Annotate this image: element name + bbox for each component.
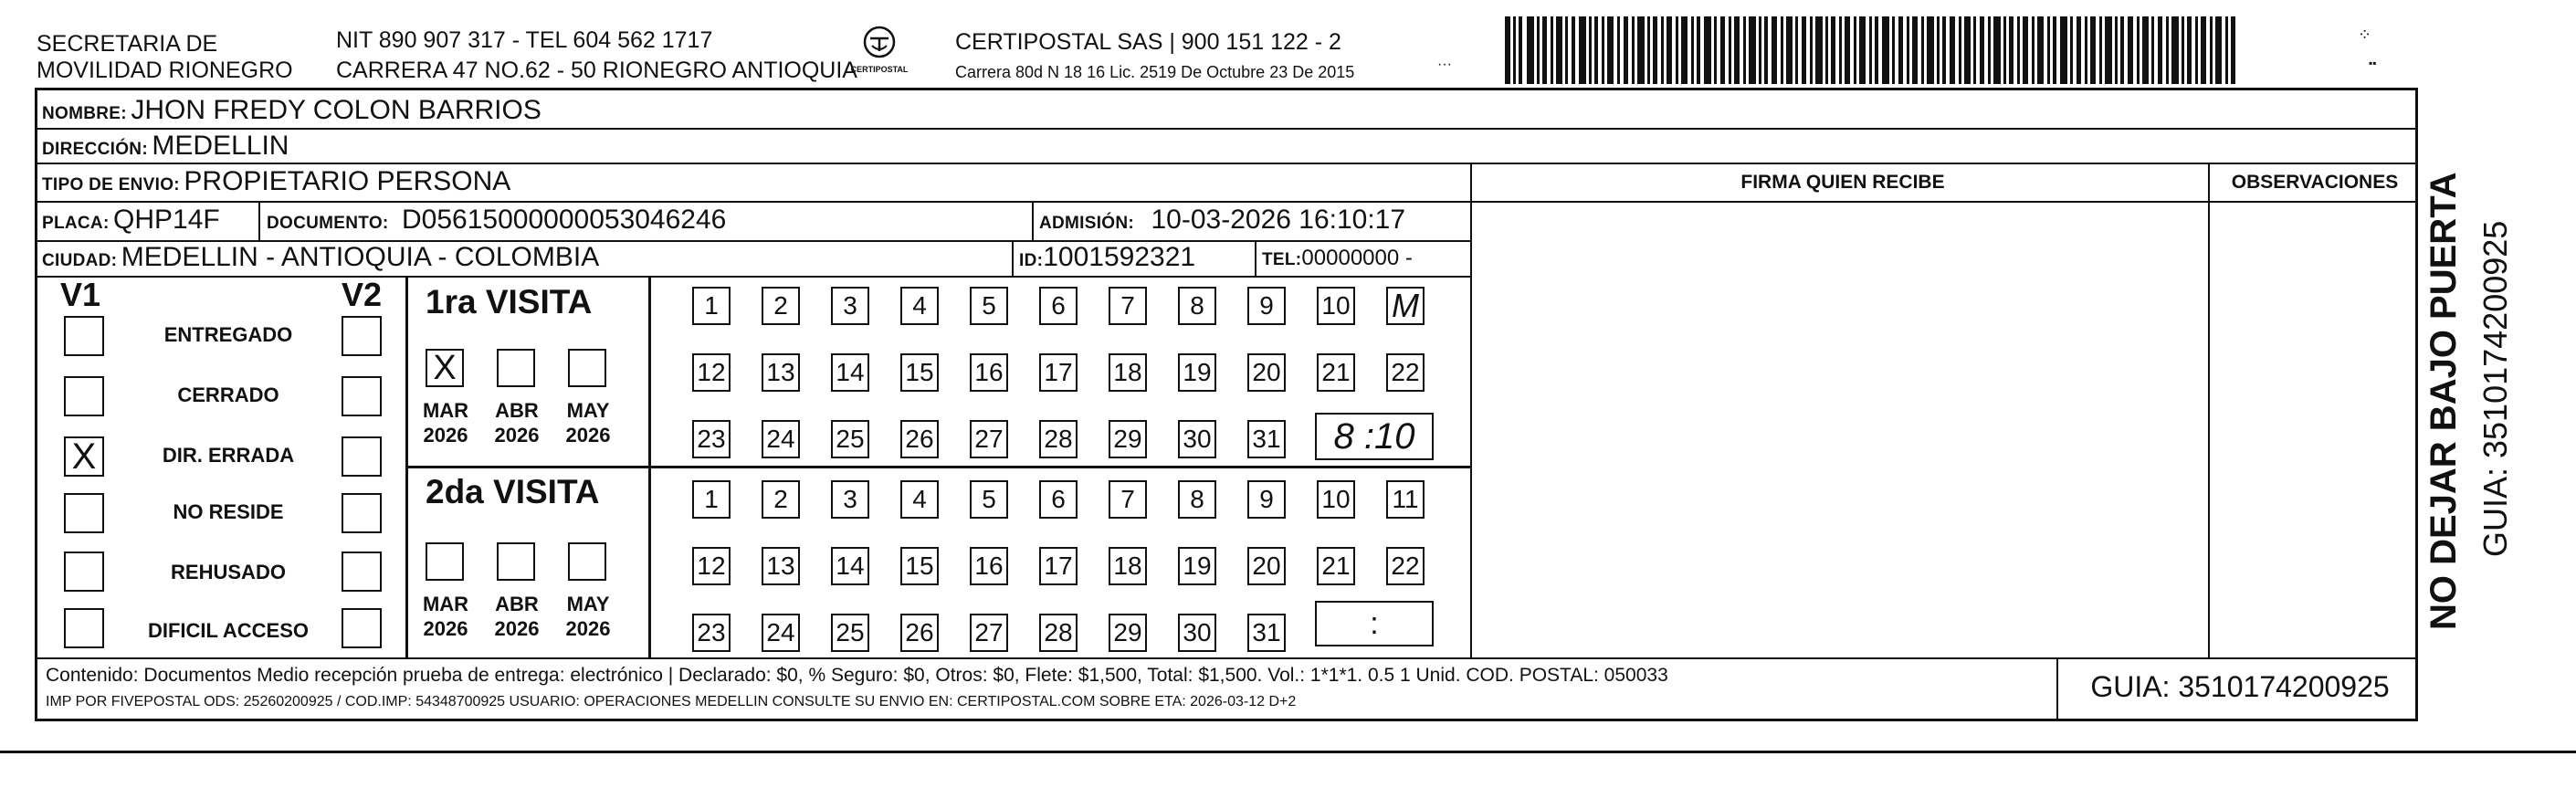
visit2-day-23[interactable]: 23 xyxy=(692,614,731,652)
month-year: 2026 xyxy=(565,424,611,447)
nombre-row xyxy=(42,95,541,126)
placa-row xyxy=(42,205,220,236)
visit2-time-field[interactable]: : xyxy=(1315,601,1434,646)
col-line xyxy=(1470,163,1472,657)
id-value: 1001592321 xyxy=(1043,242,1196,272)
visit2-month-mar-checkbox[interactable] xyxy=(426,542,464,581)
org-name xyxy=(37,31,293,84)
month-year: 2026 xyxy=(494,424,540,447)
row-line xyxy=(35,657,2418,659)
visit2-day-11[interactable]: 11 xyxy=(1386,480,1425,519)
visit1-day-31[interactable]: 31 xyxy=(1247,420,1286,458)
visit1-day-7[interactable]: 7 xyxy=(1109,287,1147,325)
tel-row xyxy=(1262,246,1413,271)
visit2-day-28[interactable]: 28 xyxy=(1039,614,1078,652)
side-guia: GUIA: 3510174200925 xyxy=(2476,220,2514,557)
v1-checkbox-cerrado[interactable] xyxy=(64,376,104,416)
admision-row xyxy=(1039,205,1405,236)
org-line2: MOVILIDAD RIONEGRO xyxy=(37,58,293,83)
visit2-day-3[interactable]: 3 xyxy=(831,480,869,519)
status-dificil-acceso-label: DIFICIL ACCESO xyxy=(147,619,309,642)
v1-checkbox-entregado[interactable] xyxy=(64,316,104,356)
license-line: Carrera 80d N 18 16 Lic. 2519 De Octubre 23 De 2015 xyxy=(955,63,1355,81)
row-line xyxy=(35,163,2418,164)
visit1-day-18[interactable]: 18 xyxy=(1109,353,1147,392)
visit1-day-13[interactable]: 13 xyxy=(762,353,800,392)
id-row xyxy=(1019,242,1195,273)
visit2-day-7[interactable]: 7 xyxy=(1109,480,1147,519)
visit1-day-12[interactable]: 12 xyxy=(692,353,731,392)
logo-icon xyxy=(859,26,899,62)
certipostal-logo xyxy=(838,26,920,82)
visit1-day-15[interactable]: 15 xyxy=(900,353,939,392)
v1-checkbox-dificil-acceso[interactable] xyxy=(64,608,104,648)
observaciones-header: OBSERVACIONES xyxy=(2231,172,2399,193)
status-no-reside-label: NO RESIDE xyxy=(173,500,284,523)
row-line xyxy=(405,466,1472,468)
visit2-day-19[interactable]: 19 xyxy=(1178,547,1216,585)
visit1-day-25[interactable]: 25 xyxy=(831,420,869,458)
col-line xyxy=(258,201,260,240)
visit2-day-10[interactable]: 10 xyxy=(1317,480,1355,519)
visit2-day-1[interactable]: 1 xyxy=(692,480,731,519)
month-name: ABR xyxy=(495,593,539,615)
visit1-day-14[interactable]: 14 xyxy=(831,353,869,392)
company-info xyxy=(955,29,1354,82)
v2-header: V2 xyxy=(342,276,383,313)
footer-contenido: Contenido: Documentos Medio recepción prueba de entrega: electrónico | Declarado: $0, % Seguro: $0, Otros: $0, Flete: $1,500, Total: $1,500. Vol.: 1*1*1. 0.5 1 Unid. COD. POSTAL: 050033 xyxy=(46,665,1668,686)
status-entregado-label: ENTREGADO xyxy=(163,323,293,346)
direccion-value: MEDELLIN xyxy=(152,131,289,161)
visit2-day-18[interactable]: 18 xyxy=(1109,547,1147,585)
visit1-month-abr xyxy=(489,398,544,447)
v1-header: V1 xyxy=(60,276,101,313)
documento-value: D05615000000053046246 xyxy=(402,205,727,235)
admision-value: 10-03-2026 16:10:17 xyxy=(1151,205,1406,235)
visit1-day-5[interactable]: 5 xyxy=(970,287,1008,325)
v1-checkbox-no-reside[interactable] xyxy=(64,493,104,533)
status-dir-errada-label: DIR. ERRADA xyxy=(162,444,295,467)
visit2-day-25[interactable]: 25 xyxy=(831,614,869,652)
month-name: ABR xyxy=(495,399,539,422)
direccion-row xyxy=(42,131,289,162)
visit2-day-8[interactable]: 8 xyxy=(1178,480,1216,519)
visit1-month-mar xyxy=(418,398,473,447)
visit2-day-20[interactable]: 20 xyxy=(1247,547,1286,585)
row-line xyxy=(2208,201,2418,203)
visit2-day-29[interactable]: 29 xyxy=(1109,614,1147,652)
visit1-day-9[interactable]: 9 xyxy=(1247,287,1286,325)
visit2-day-9[interactable]: 9 xyxy=(1247,480,1286,519)
visit2-day-30[interactable]: 30 xyxy=(1178,614,1216,652)
visit1-day-23[interactable]: 23 xyxy=(692,420,731,458)
tel-value: 00000000 - xyxy=(1301,246,1413,270)
month-year: 2026 xyxy=(565,617,611,640)
visit1-day-3[interactable]: 3 xyxy=(831,287,869,325)
visit2-day-13[interactable]: 13 xyxy=(762,547,800,585)
visit1-day-16[interactable]: 16 xyxy=(970,353,1008,392)
corner-mark: ⁘ xyxy=(2358,26,2372,44)
visit1-day-4[interactable]: 4 xyxy=(900,287,939,325)
barcode-icon xyxy=(1505,16,2235,84)
visit2-title: 2da VISITA xyxy=(426,473,600,510)
v1-checkbox-dir-errada[interactable]: X xyxy=(64,436,104,477)
visit1-day-28[interactable]: 28 xyxy=(1039,420,1078,458)
visit1-day-29[interactable]: 29 xyxy=(1109,420,1147,458)
ciudad-label: CIUDAD: xyxy=(42,251,118,270)
visit1-day-22[interactable]: 22 xyxy=(1386,353,1425,392)
visit1-day-19[interactable]: 19 xyxy=(1178,353,1216,392)
visit2-day-17[interactable]: 17 xyxy=(1039,547,1078,585)
month-year: 2026 xyxy=(423,424,468,447)
visit1-day-30[interactable]: 30 xyxy=(1178,420,1216,458)
v2-checkbox-cerrado[interactable] xyxy=(342,376,382,416)
nit-line: NIT 890 907 317 - TEL 604 562 1717 xyxy=(336,27,713,53)
logo-text: CERTIPOSTAL xyxy=(850,65,909,74)
tel-label: TEL: xyxy=(1262,250,1302,269)
visit1-day-20[interactable]: 20 xyxy=(1247,353,1286,392)
v2-checkbox-entregado[interactable] xyxy=(342,316,382,356)
visit1-day-6[interactable]: 6 xyxy=(1039,287,1078,325)
visit1-month-abr-checkbox[interactable] xyxy=(497,349,535,387)
status-rehusado-label: REHUSADO xyxy=(171,561,286,583)
visit2-day-22[interactable]: 22 xyxy=(1386,547,1425,585)
page-bottom-rule xyxy=(0,751,2576,753)
v1-checkbox-rehusado[interactable] xyxy=(64,552,104,592)
visit2-day-16[interactable]: 16 xyxy=(970,547,1008,585)
v2-checkbox-rehusado[interactable] xyxy=(342,552,382,592)
placa-label: PLACA: xyxy=(42,214,110,233)
visit1-day-24[interactable]: 24 xyxy=(762,420,800,458)
visit2-day-31[interactable]: 31 xyxy=(1247,614,1286,652)
visit2-day-26[interactable]: 26 xyxy=(900,614,939,652)
visit1-time-field[interactable]: 8 :10 xyxy=(1315,413,1434,460)
visit2-day-6[interactable]: 6 xyxy=(1039,480,1078,519)
v2-checkbox-no-reside[interactable] xyxy=(342,493,382,533)
org-contact xyxy=(336,27,857,84)
month-year: 2026 xyxy=(494,617,540,640)
month-name: MAR xyxy=(422,399,469,422)
v2-checkbox-dir-errada[interactable] xyxy=(342,436,382,477)
visit2-day-5[interactable]: 5 xyxy=(970,480,1008,519)
visit1-title: 1ra VISITA xyxy=(426,283,593,320)
visit2-month-mar xyxy=(418,592,473,641)
month-name: MAR xyxy=(422,593,469,615)
corner-mark2: ▪▪ xyxy=(2369,57,2377,69)
col-line xyxy=(2208,163,2210,657)
direccion-label: DIRECCIÓN: xyxy=(42,140,148,159)
status-cerrado-label: CERRADO xyxy=(177,383,279,406)
firma-header: FIRMA QUIEN RECIBE xyxy=(1740,172,1945,193)
visit1-month-mar-checkbox[interactable]: X xyxy=(426,349,464,387)
visit2-month-may-checkbox[interactable] xyxy=(568,542,606,581)
visit1-month-may xyxy=(561,398,615,447)
footer-guia: GUIA: 3510174200925 xyxy=(2090,670,2390,703)
visit1-day-2[interactable]: 2 xyxy=(762,287,800,325)
ciudad-row xyxy=(42,242,599,273)
visit2-day-4[interactable]: 4 xyxy=(900,480,939,519)
ciudad-value: MEDELLIN - ANTIOQUIA - COLOMBIA xyxy=(121,242,600,272)
visit1-day-21[interactable]: 21 xyxy=(1317,353,1355,392)
visit1-day-26[interactable]: 26 xyxy=(900,420,939,458)
no-dejar-bajo-puerta: NO DEJAR BAJO PUERTA xyxy=(2424,172,2464,630)
visit2-day-12[interactable]: 12 xyxy=(692,547,731,585)
month-name: MAY xyxy=(566,593,610,615)
row-line xyxy=(35,201,2418,203)
dots-mark: ··· xyxy=(1437,57,1452,72)
visit2-month-abr-checkbox[interactable] xyxy=(497,542,535,581)
visit1-month-may-checkbox[interactable] xyxy=(568,349,606,387)
col-line xyxy=(1012,240,1014,276)
nombre-value: JHON FREDY COLON BARRIOS xyxy=(131,95,541,125)
tipo-value: PROPIETARIO PERSONA xyxy=(184,166,511,196)
tipo-label: TIPO DE ENVIO: xyxy=(42,175,180,194)
placa-value: QHP14F xyxy=(113,205,220,235)
row-line xyxy=(35,276,1472,278)
visit2-day-15[interactable]: 15 xyxy=(900,547,939,585)
v2-checkbox-dificil-acceso[interactable] xyxy=(342,608,382,648)
company-line: CERTIPOSTAL SAS | 900 151 122 - 2 xyxy=(955,29,1341,55)
visit2-day-2[interactable]: 2 xyxy=(762,480,800,519)
visit1-day-27[interactable]: 27 xyxy=(970,420,1008,458)
visit2-day-27[interactable]: 27 xyxy=(970,614,1008,652)
col-line xyxy=(1032,201,1034,240)
row-line xyxy=(35,128,2418,130)
org-line1: SECRETARIA DE xyxy=(37,31,218,57)
visit1-day-17[interactable]: 17 xyxy=(1039,353,1078,392)
visit1-day-10[interactable]: 10 xyxy=(1317,287,1355,325)
documento-row xyxy=(267,205,726,236)
footer-imp-line: IMP POR FIVEPOSTAL ODS: 25260200925 / COD.IMP: 54348700925 USUARIO: OPERACIONES MEDELLIN CONSULTE SU ENVIO EN: CERTIPOSTAL.COM SOBRE ETA: 2026-03-12 D+2 xyxy=(46,694,1297,709)
id-label: ID: xyxy=(1019,251,1044,270)
col-line xyxy=(1255,240,1256,276)
col-line xyxy=(2056,657,2058,721)
visit2-day-24[interactable]: 24 xyxy=(762,614,800,652)
visit1-day-11[interactable]: M xyxy=(1386,287,1425,325)
nombre-label: NOMBRE: xyxy=(42,104,127,123)
visit2-day-14[interactable]: 14 xyxy=(831,547,869,585)
visit2-month-abr xyxy=(489,592,544,641)
month-name: MAY xyxy=(566,399,610,422)
visit2-day-21[interactable]: 21 xyxy=(1317,547,1355,585)
visit1-day-1[interactable]: 1 xyxy=(692,287,731,325)
visit2-month-may xyxy=(561,592,615,641)
documento-label: DOCUMENTO: xyxy=(267,214,389,233)
tipo-row xyxy=(42,166,510,197)
month-year: 2026 xyxy=(423,617,468,640)
visit1-day-8[interactable]: 8 xyxy=(1178,287,1216,325)
address-line: CARRERA 47 NO.62 - 50 RIONEGRO ANTIOQUIA xyxy=(336,58,857,83)
admision-label: ADMISIÓN: xyxy=(1039,214,1135,233)
